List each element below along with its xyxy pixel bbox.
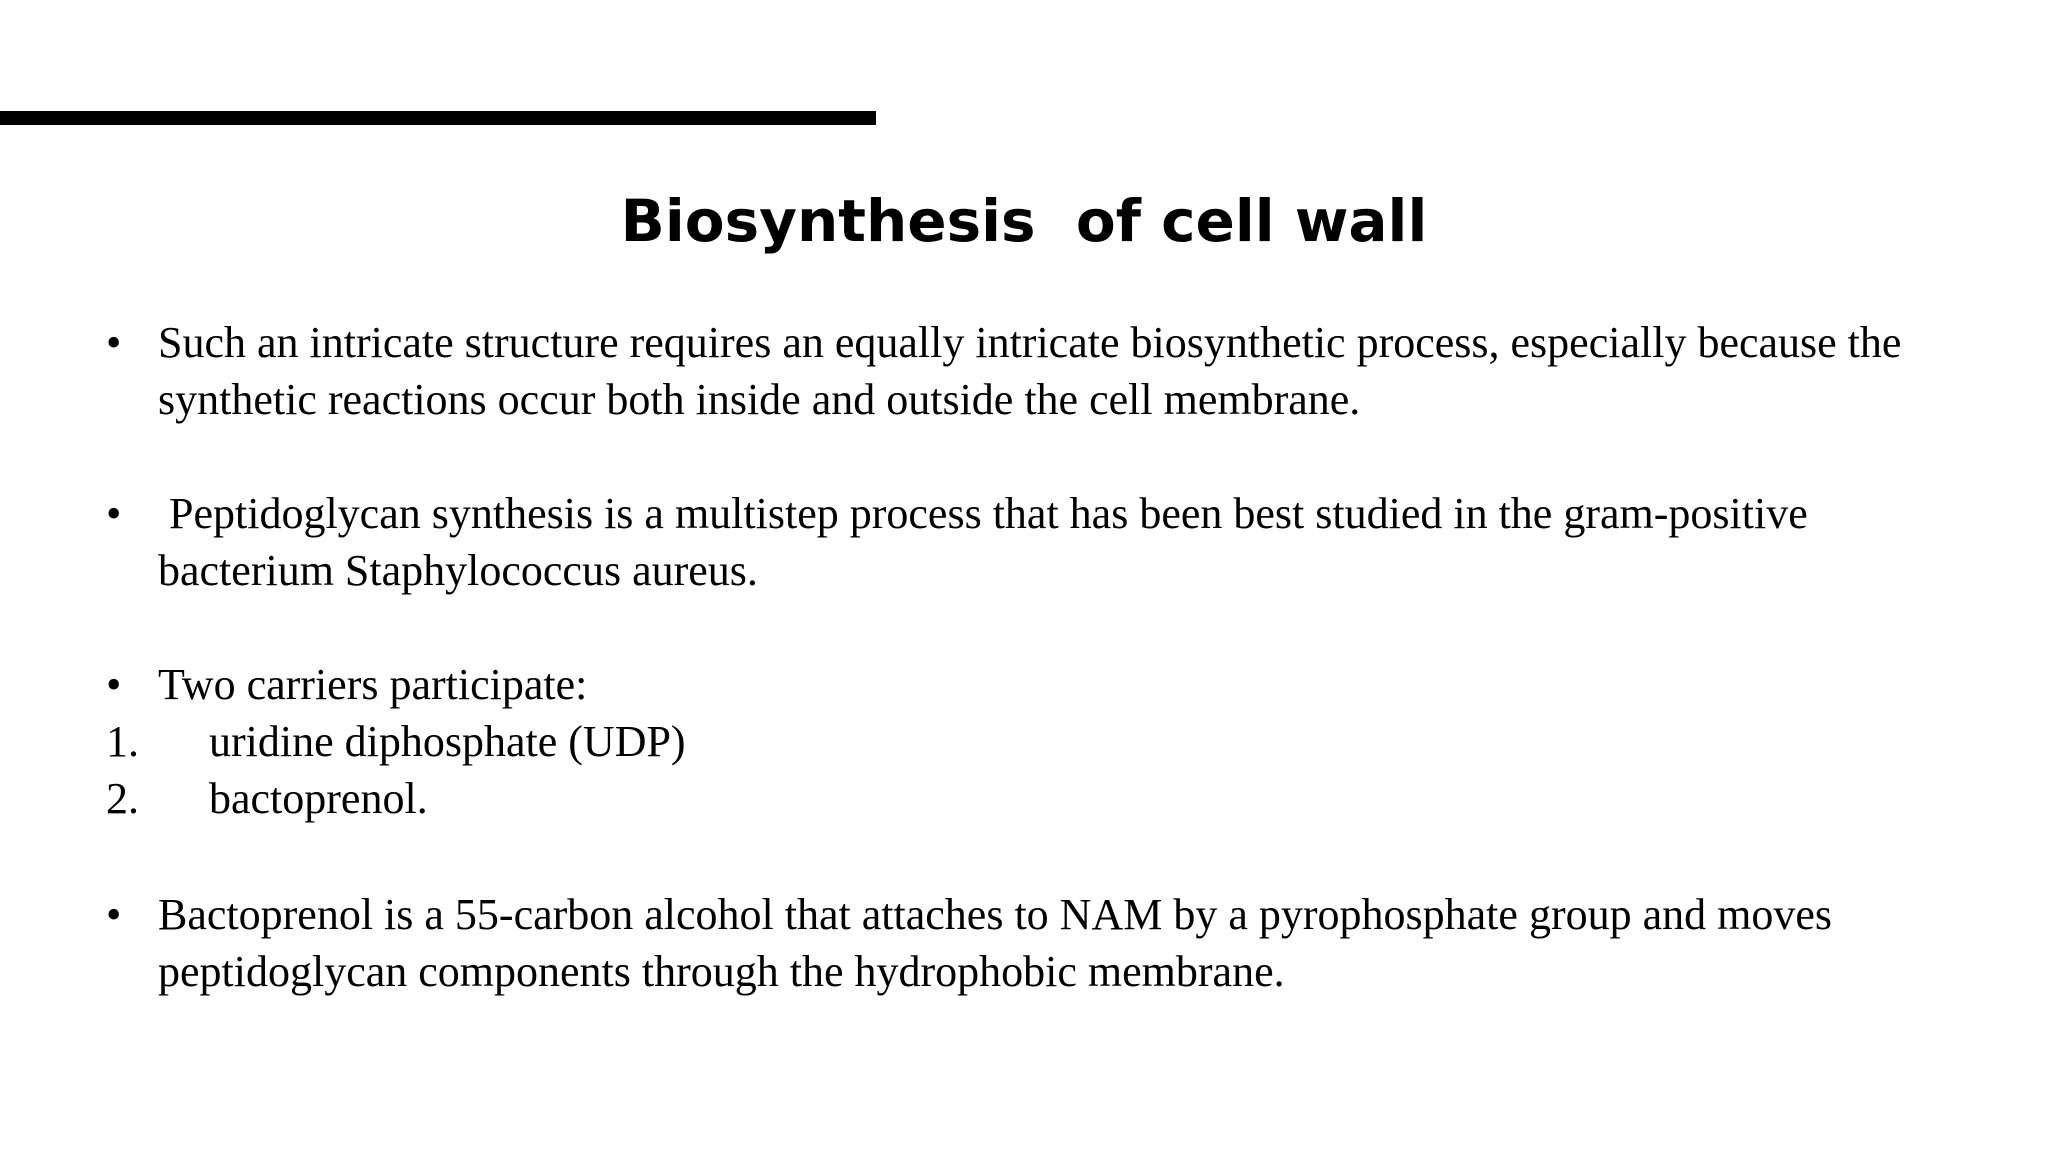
bullet-item [106, 656, 1986, 713]
bullet-item [106, 886, 1986, 1000]
bullet-text: Peptidoglycan synthesis is a multistep process that has been best studied in the gram-positive bacterium Staphylococcus aureus. [158, 489, 1819, 595]
list-number: 2. [106, 774, 139, 823]
bullet-text: Two carriers participate: [158, 660, 588, 709]
bullet-text: Such an intricate structure requires an equally intricate biosynthetic process, especially because the synthetic reactions occur both inside and outside the cell membrane. [158, 318, 1913, 424]
bullet-item [106, 485, 1986, 599]
numbered-text: bactoprenol. [209, 774, 428, 823]
accent-bar [0, 111, 876, 125]
numbered-text: uridine diphosphate (UDP) [209, 717, 686, 766]
list-number: 1. [106, 717, 139, 766]
bullet-text: Bactoprenol is a 55-carbon alcohol that attaches to NAM by a pyrophosphate group and moves peptidoglycan components through the hydrophobic membrane. [158, 890, 1843, 996]
bullet-glyph: • [106, 890, 122, 939]
bullet-glyph: • [106, 318, 122, 367]
numbered-item [106, 713, 1986, 770]
numbered-item [106, 770, 1986, 827]
bullet-glyph: • [106, 489, 122, 538]
slide-title: Biosynthesis of cell wall [620, 187, 1428, 255]
bullet-glyph: • [106, 660, 122, 709]
bullet-item [106, 314, 1986, 428]
